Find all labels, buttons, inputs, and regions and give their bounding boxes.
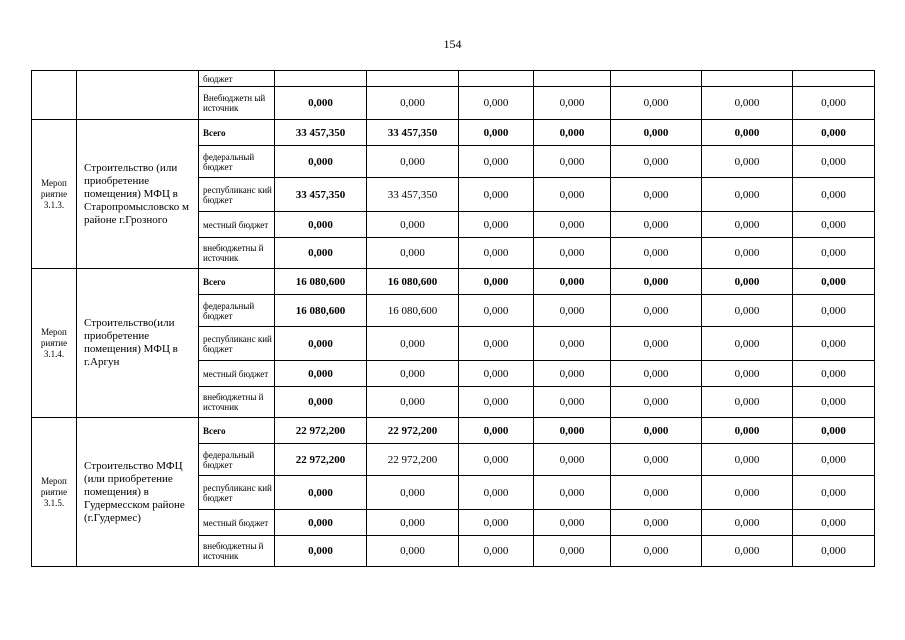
value-cell: 0,000 bbox=[367, 146, 459, 178]
value-cell: 0,000 bbox=[459, 87, 534, 120]
value-cell: 0,000 bbox=[534, 327, 611, 361]
funding-source-cell: местный бюджет bbox=[199, 510, 275, 536]
value-cell: 0,000 bbox=[793, 476, 875, 510]
value-cell: 0,000 bbox=[702, 418, 793, 444]
value-cell: 0,000 bbox=[534, 418, 611, 444]
value-cell: 0,000 bbox=[702, 476, 793, 510]
value-cell: 0,000 bbox=[702, 238, 793, 269]
value-cell: 0,000 bbox=[611, 212, 702, 238]
table-body bbox=[32, 71, 875, 567]
value-cell: 0,000 bbox=[793, 238, 875, 269]
value-cell: 0,000 bbox=[793, 361, 875, 387]
funding-source-cell: местный бюджет bbox=[199, 361, 275, 387]
value-cell: 0,000 bbox=[611, 178, 702, 212]
value-cell: 0,000 bbox=[459, 327, 534, 361]
funding-source-cell: Всего bbox=[199, 418, 275, 444]
value-cell: 0,000 bbox=[534, 238, 611, 269]
value-cell: 0,000 bbox=[367, 387, 459, 418]
value-cell: 0,000 bbox=[702, 510, 793, 536]
table-row bbox=[32, 120, 875, 146]
value-cell bbox=[459, 71, 534, 87]
value-cell: 0,000 bbox=[275, 387, 367, 418]
value-cell: 22 972,200 bbox=[367, 418, 459, 444]
event-name-cell bbox=[77, 71, 199, 120]
funding-source-cell: федеральный бюджет bbox=[199, 146, 275, 178]
value-cell: 0,000 bbox=[459, 510, 534, 536]
value-cell: 0,000 bbox=[534, 295, 611, 327]
value-cell: 0,000 bbox=[459, 295, 534, 327]
value-cell: 0,000 bbox=[702, 87, 793, 120]
table-row bbox=[32, 71, 875, 87]
funding-source-cell: федеральный бюджет bbox=[199, 444, 275, 476]
event-name-cell: Строительство(или приобретение помещения) МФЦ в г.Аргун bbox=[77, 269, 199, 418]
value-cell: 0,000 bbox=[611, 361, 702, 387]
value-cell: 0,000 bbox=[534, 212, 611, 238]
value-cell: 0,000 bbox=[459, 387, 534, 418]
value-cell: 22 972,200 bbox=[367, 444, 459, 476]
value-cell: 16 080,600 bbox=[367, 295, 459, 327]
funding-source-cell: внебюджетны й источник bbox=[199, 387, 275, 418]
value-cell: 0,000 bbox=[702, 120, 793, 146]
value-cell: 0,000 bbox=[534, 476, 611, 510]
value-cell: 0,000 bbox=[793, 212, 875, 238]
value-cell: 0,000 bbox=[367, 361, 459, 387]
value-cell: 0,000 bbox=[534, 269, 611, 295]
value-cell: 0,000 bbox=[611, 510, 702, 536]
value-cell: 0,000 bbox=[275, 212, 367, 238]
value-cell bbox=[534, 71, 611, 87]
funding-source-cell: республиканс кий бюджет bbox=[199, 476, 275, 510]
value-cell bbox=[702, 71, 793, 87]
value-cell: 22 972,200 bbox=[275, 418, 367, 444]
value-cell: 0,000 bbox=[534, 178, 611, 212]
value-cell: 0,000 bbox=[459, 269, 534, 295]
value-cell: 0,000 bbox=[275, 361, 367, 387]
value-cell: 0,000 bbox=[459, 536, 534, 567]
value-cell: 33 457,350 bbox=[275, 120, 367, 146]
value-cell: 16 080,600 bbox=[275, 295, 367, 327]
value-cell: 0,000 bbox=[611, 418, 702, 444]
table-row bbox=[32, 269, 875, 295]
value-cell: 0,000 bbox=[702, 361, 793, 387]
value-cell: 0,000 bbox=[793, 87, 875, 120]
value-cell: 0,000 bbox=[611, 444, 702, 476]
value-cell: 0,000 bbox=[367, 510, 459, 536]
value-cell: 0,000 bbox=[367, 87, 459, 120]
event-label-cell: Мероп риятие 3.1.5. bbox=[32, 418, 77, 567]
funding-source-cell: Внебюджетн ый источник bbox=[199, 87, 275, 120]
value-cell: 0,000 bbox=[793, 269, 875, 295]
funding-source-cell: Всего bbox=[199, 120, 275, 146]
value-cell: 0,000 bbox=[275, 536, 367, 567]
value-cell: 0,000 bbox=[702, 146, 793, 178]
value-cell: 0,000 bbox=[534, 536, 611, 567]
value-cell: 0,000 bbox=[793, 444, 875, 476]
value-cell: 0,000 bbox=[611, 327, 702, 361]
value-cell: 0,000 bbox=[702, 295, 793, 327]
value-cell: 0,000 bbox=[275, 510, 367, 536]
value-cell: 0,000 bbox=[793, 536, 875, 567]
value-cell: 0,000 bbox=[459, 146, 534, 178]
value-cell: 0,000 bbox=[611, 387, 702, 418]
funding-source-cell: местный бюджет bbox=[199, 212, 275, 238]
value-cell: 0,000 bbox=[275, 87, 367, 120]
value-cell: 22 972,200 bbox=[275, 444, 367, 476]
value-cell: 0,000 bbox=[793, 418, 875, 444]
value-cell: 16 080,600 bbox=[275, 269, 367, 295]
value-cell: 0,000 bbox=[702, 269, 793, 295]
value-cell: 0,000 bbox=[367, 476, 459, 510]
value-cell: 0,000 bbox=[534, 510, 611, 536]
value-cell: 0,000 bbox=[793, 120, 875, 146]
value-cell: 0,000 bbox=[793, 146, 875, 178]
event-label-cell bbox=[32, 71, 77, 120]
value-cell bbox=[367, 71, 459, 87]
value-cell: 0,000 bbox=[702, 178, 793, 212]
funding-source-cell: внебюджетны й источник bbox=[199, 238, 275, 269]
value-cell: 0,000 bbox=[702, 212, 793, 238]
value-cell: 0,000 bbox=[702, 536, 793, 567]
value-cell: 0,000 bbox=[611, 87, 702, 120]
funding-source-cell: республиканс кий бюджет bbox=[199, 178, 275, 212]
value-cell: 0,000 bbox=[702, 327, 793, 361]
value-cell: 0,000 bbox=[367, 212, 459, 238]
value-cell: 0,000 bbox=[367, 536, 459, 567]
funding-table bbox=[31, 70, 875, 567]
value-cell: 0,000 bbox=[459, 120, 534, 146]
value-cell: 0,000 bbox=[459, 361, 534, 387]
value-cell: 0,000 bbox=[611, 476, 702, 510]
value-cell: 0,000 bbox=[275, 146, 367, 178]
value-cell: 0,000 bbox=[367, 238, 459, 269]
value-cell: 0,000 bbox=[793, 387, 875, 418]
value-cell: 0,000 bbox=[459, 212, 534, 238]
value-cell: 0,000 bbox=[793, 295, 875, 327]
value-cell: 0,000 bbox=[611, 238, 702, 269]
value-cell: 0,000 bbox=[534, 361, 611, 387]
event-name-cell: Строительство (или приобретение помещения) МФЦ в Старопромысловско м районе г.Грозного bbox=[77, 120, 199, 269]
value-cell: 16 080,600 bbox=[367, 269, 459, 295]
funding-source-cell: федеральный бюджет bbox=[199, 295, 275, 327]
value-cell: 0,000 bbox=[534, 387, 611, 418]
event-label-cell: Мероп риятие 3.1.3. bbox=[32, 120, 77, 269]
funding-source-cell: бюджет bbox=[199, 71, 275, 87]
value-cell: 0,000 bbox=[611, 146, 702, 178]
funding-source-cell: Всего bbox=[199, 269, 275, 295]
value-cell: 0,000 bbox=[275, 476, 367, 510]
value-cell: 0,000 bbox=[611, 536, 702, 567]
value-cell: 0,000 bbox=[793, 178, 875, 212]
value-cell: 0,000 bbox=[611, 120, 702, 146]
event-label-cell: Мероп риятие 3.1.4. bbox=[32, 269, 77, 418]
funding-source-cell: республиканс кий бюджет bbox=[199, 327, 275, 361]
funding-source-cell: внебюджетны й источник bbox=[199, 536, 275, 567]
value-cell bbox=[275, 71, 367, 87]
value-cell: 33 457,350 bbox=[367, 120, 459, 146]
value-cell: 0,000 bbox=[459, 418, 534, 444]
value-cell: 0,000 bbox=[702, 444, 793, 476]
value-cell: 0,000 bbox=[611, 295, 702, 327]
value-cell: 0,000 bbox=[534, 120, 611, 146]
value-cell: 0,000 bbox=[367, 327, 459, 361]
value-cell: 0,000 bbox=[793, 327, 875, 361]
value-cell: 0,000 bbox=[702, 387, 793, 418]
value-cell: 0,000 bbox=[534, 444, 611, 476]
value-cell: 0,000 bbox=[793, 510, 875, 536]
value-cell: 0,000 bbox=[275, 238, 367, 269]
table-row bbox=[32, 418, 875, 444]
page-number: 154 bbox=[443, 37, 462, 51]
value-cell: 0,000 bbox=[534, 87, 611, 120]
value-cell: 0,000 bbox=[459, 238, 534, 269]
value-cell: 33 457,350 bbox=[367, 178, 459, 212]
event-name-cell: Строительство МФЦ (или приобретение помещения) в Гудермесском районе (г.Гудермес) bbox=[77, 418, 199, 567]
value-cell bbox=[611, 71, 702, 87]
value-cell bbox=[793, 71, 875, 87]
value-cell: 0,000 bbox=[459, 178, 534, 212]
value-cell: 33 457,350 bbox=[275, 178, 367, 212]
value-cell: 0,000 bbox=[275, 327, 367, 361]
value-cell: 0,000 bbox=[459, 476, 534, 510]
value-cell: 0,000 bbox=[459, 444, 534, 476]
value-cell: 0,000 bbox=[534, 146, 611, 178]
value-cell: 0,000 bbox=[611, 269, 702, 295]
